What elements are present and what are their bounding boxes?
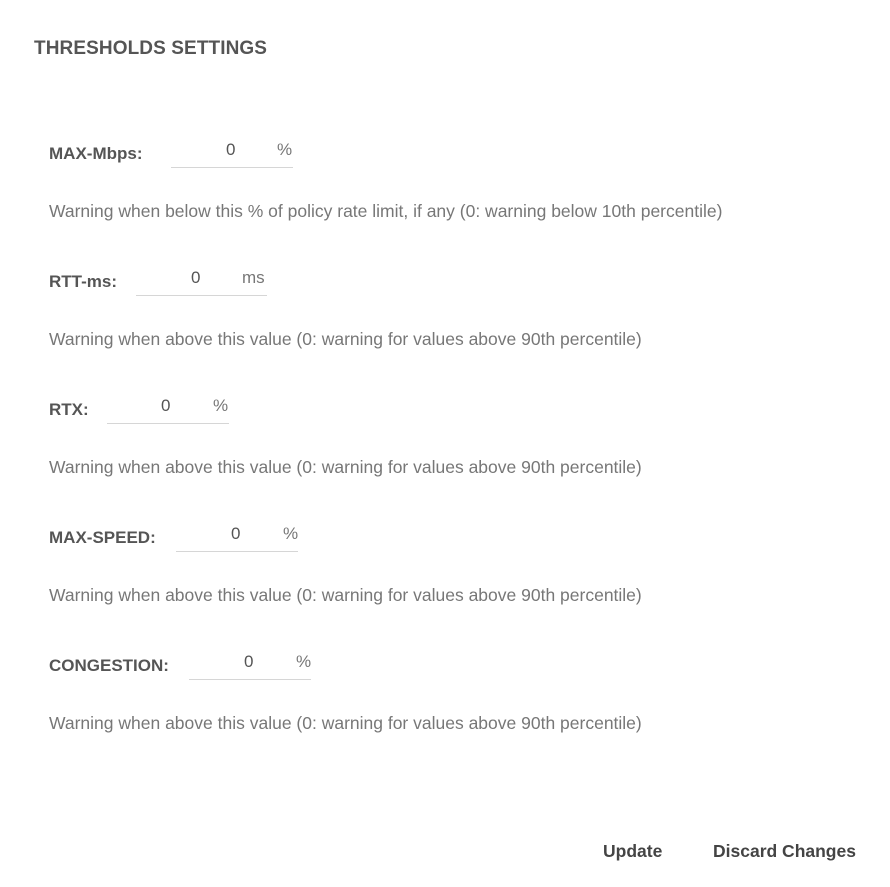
field-help-text: Warning when above this value (0: warning for values above 90th percentile) <box>49 457 642 477</box>
field-help-text: Warning when below this % of policy rate limit, if any (0: warning below 10th percentile) <box>49 201 723 221</box>
field-label: MAX-Mbps: <box>49 144 143 163</box>
field-label: RTX: <box>49 400 89 419</box>
page-title: THRESHOLDS SETTINGS <box>34 38 268 59</box>
field-max-speed <box>49 510 869 605</box>
rtx-input[interactable] <box>107 388 229 424</box>
field-label: MAX-SPEED: <box>49 528 156 547</box>
field-help-text: Warning when above this value (0: warning for values above 90th percentile) <box>49 585 642 605</box>
field-unit: % <box>296 652 312 671</box>
field-unit: % <box>277 140 293 159</box>
field-rtx <box>49 382 869 477</box>
field-max-mbps <box>49 126 869 221</box>
field-unit: % <box>283 524 299 543</box>
field-help-text: Warning when above this value (0: warning for values above 90th percentile) <box>49 329 642 349</box>
max-mbps-input[interactable] <box>171 132 293 168</box>
field-rtt-ms <box>49 254 869 349</box>
field-help-text: Warning when above this value (0: warning for values above 90th percentile) <box>49 713 642 733</box>
field-label: RTT-ms: <box>49 272 117 291</box>
field-congestion <box>49 638 869 733</box>
update-button[interactable]: Update <box>603 841 663 861</box>
max-speed-input[interactable] <box>176 516 298 552</box>
field-unit: % <box>213 396 229 415</box>
discard-changes-button[interactable]: Discard Changes <box>713 841 856 861</box>
field-label: CONGESTION: <box>49 656 169 675</box>
congestion-input[interactable] <box>189 644 311 680</box>
field-unit: ms <box>242 268 265 287</box>
